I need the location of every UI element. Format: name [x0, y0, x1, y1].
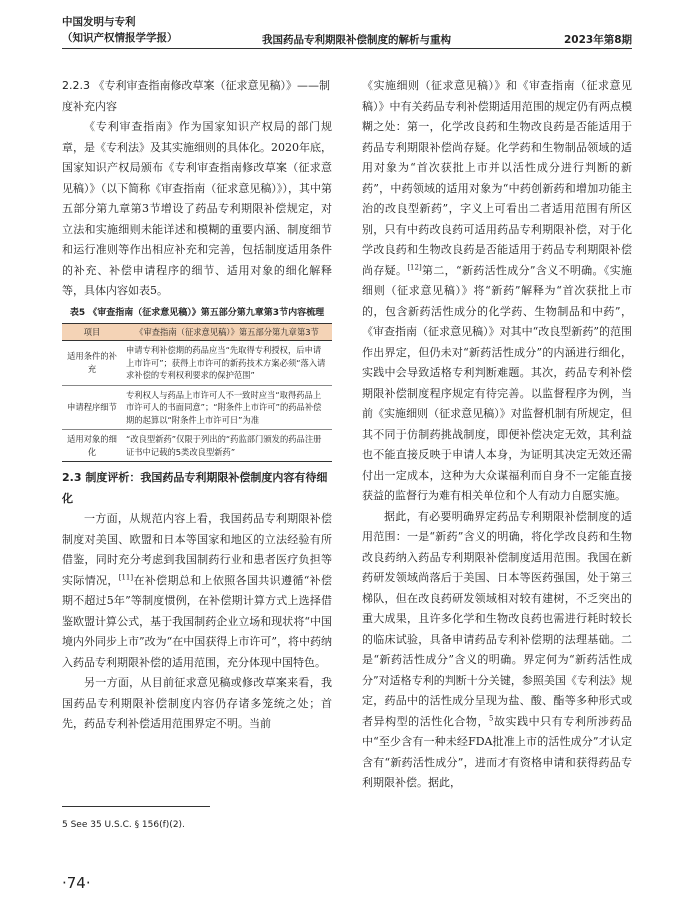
- running-title: 我国药品专利期限补偿制度的解析与重构: [262, 34, 451, 46]
- section-2-2-3-title: 2.2.3 《专利审查指南修改草案（征求意见稿）》——制度补充内容: [62, 79, 330, 113]
- paragraph-text: 第二，“新药活性成分”含义不明确。《实施细则（征求意见稿）》将“新药”解释为“首次获批上市的，包含新药活性成分的化学药、生物制品和中药”，《审查指南（征求意见稿）》对其中“改良型新药”的范围作出界定，但仍未对“新药活性成分”的内涵进行细化，实践中会导致适格专利判断难题。其次，药品专利补偿期限补偿制度程序规定有待完善。以监督程序为例，当前《实施细则（征求意见稿）》对监督机制有所规定，但其不同于仿制药挑战制度，即便补偿决定无效，其利益也不能直接反映于申请人本身，为证明其决定无效还需付出一定成本，这种为大众谋福利而自身不一定能直接获益的监督行为难有相关单位和个人有动力自愿实施。: [362, 263, 632, 502]
- paragraph-text: 故实践中只有专利所涉药品中“至少含有一种未经FDA批准上市的活性成分”才认定含有“新药活性成分”，进而才有资格申请和获得药品专利期限补偿。据此，: [362, 714, 633, 789]
- paragraph-text: 在补偿期总和上依照各国共识遵循“补偿期不超过5年”等制度惯例，在补偿期计算方式上选择借鉴欧盟计算公式，基于我国制药企业立场和现状将“中国境内外同步上市”改为“在中国获得上市许可”，将中药纳入药品专利期限补偿的适用范围，充分体现中国特色。: [62, 573, 333, 669]
- table-header-content: 《审查指南（征求意见稿）》第五部分第九章第3节: [122, 323, 332, 341]
- paragraph: [362, 76, 632, 507]
- footnote-ref: 5: [489, 713, 494, 722]
- table-header-item: 项目: [62, 323, 122, 341]
- paragraph: [362, 507, 632, 794]
- footnote: 5 See 35 U.S.C. § 156(f)(2).: [62, 820, 185, 830]
- paragraph: [62, 509, 332, 673]
- table-cell-content: 专利权人与药品上市许可人不一致时应当“取得药品上市许可人的书面同意”；“附条件上市许可”的药品补偿期的起算以“附条件上市许可日”为准: [122, 385, 332, 430]
- paragraph: 《专利审查指南》作为国家知识产权局的部门规章，是《专利法》及其实施细则的具体化。2020年底，国家知识产权局颁布《专利审查指南修改草案（征求意见稿）》（以下简称《审查指南（征求意见稿）》），其中第五部分第九章第3节增设了药品专利期限补偿规定，对立法和实施细则未能详述和模糊的重要内涵、制度细节和运行准则等作出相应补充和完善，包括制度适用条件的补充、补偿申请程序的细节、适用对象的细化解释等，具体内容如表5。: [62, 120, 332, 297]
- table-cell-label: 申请程序细节: [62, 385, 122, 430]
- section-2-3-title: 2.3 制度评析：我国药品专利期限补偿制度内容有待细化: [62, 471, 328, 505]
- page-header: [62, 12, 632, 49]
- right-column: [362, 76, 632, 794]
- footnote-divider: [62, 806, 210, 807]
- page-number: ·74·: [62, 874, 91, 892]
- journal-name-line1: 中国发明与专利: [62, 16, 136, 28]
- table-row: [62, 341, 332, 386]
- table-5: [62, 323, 332, 463]
- citation-ref: [12]: [407, 262, 422, 271]
- table-caption: 表5 《审查指南（征求意见稿）》第五部分第九章第3节内容梳理: [69, 307, 325, 318]
- paragraph-text: 《实施细则（征求意见稿）》和《审查指南（征求意见稿）》中有关药品专利补偿期适用范围的规定仍有两点模糊之处：第一，化学改良药和生物改良药是否能适用于药品专利期限补偿尚存疑。化学药和生物制品领域的适用对象为“首次获批上市并以活性成分进行判断的新药”，中药领域的适用对象为“中药创新药和增加功能主治的改良型新药”，字义上可看出二者适用范围有所区别，只有中药改良药可适用药品专利期限补偿，对于化学改良药和生物改良药是否能适用于药品专利期限补偿尚存疑。: [362, 79, 632, 277]
- citation-ref: [11]: [118, 572, 134, 581]
- table-cell-label: 适用条件的补充: [62, 341, 122, 386]
- left-column: [62, 76, 332, 735]
- table-cell-content: “改良型新药”仅限于列出的“药监部门颁发的药品注册证书中记载的5类改良型新药”: [122, 430, 332, 462]
- paragraph: 另一方面，从目前征求意见稿或修改草案来看，我国药品专利期限补偿制度内容仍存诸多笼统之处；首先，药品专利补偿适用范围界定不明。当前: [62, 676, 332, 730]
- table-cell-content: 申请专利补偿期的药品应当“先取得专利授权，后申请上市许可”；获得上市许可的新药技术方案必须“落入请求补偿的专利权利要求的保护范围”: [122, 341, 332, 386]
- issue-label: 2023年第8期: [563, 34, 632, 46]
- paragraph-text: 一方面，从规范内容上看，我国药品专利期限补偿制度对美国、欧盟和日本等国家和地区的立法经验有所借鉴，同时充分考虑到我国制药行业和患者医疗负担等实际情况，: [62, 512, 332, 587]
- paragraph-text: 据此，有必要明确界定药品专利期限补偿制度的适用范围：一是“新药”含义的明确，将化学改良药和生物改良药纳入药品专利期限补偿制度适用范围。我国在新药研发领域尚落后于美国、日本等医药强国，处于第三梯队，但在改良药研发领域相对较有建树，不乏突出的重大成果，且许多化学和生物改良药也需进行耗时较长的临床试验，具备申请药品专利补偿期的法理基础。二是“新药活性成分”含义的明确。界定何为“新药活性成分”对适格专利的判断十分关键，参照美国《专利法》规定，药品中的活性成分呈现为盐、酸、酯等多种形式或者异构型的活性化合物，: [362, 509, 632, 728]
- table-row: [62, 385, 332, 430]
- journal-name-line2: （知识产权情报学学报）: [62, 32, 178, 44]
- table-row: [62, 430, 332, 462]
- journal-name: [62, 14, 178, 46]
- table-header-row: [62, 323, 332, 341]
- table-cell-label: 适用对象的细化: [62, 430, 122, 462]
